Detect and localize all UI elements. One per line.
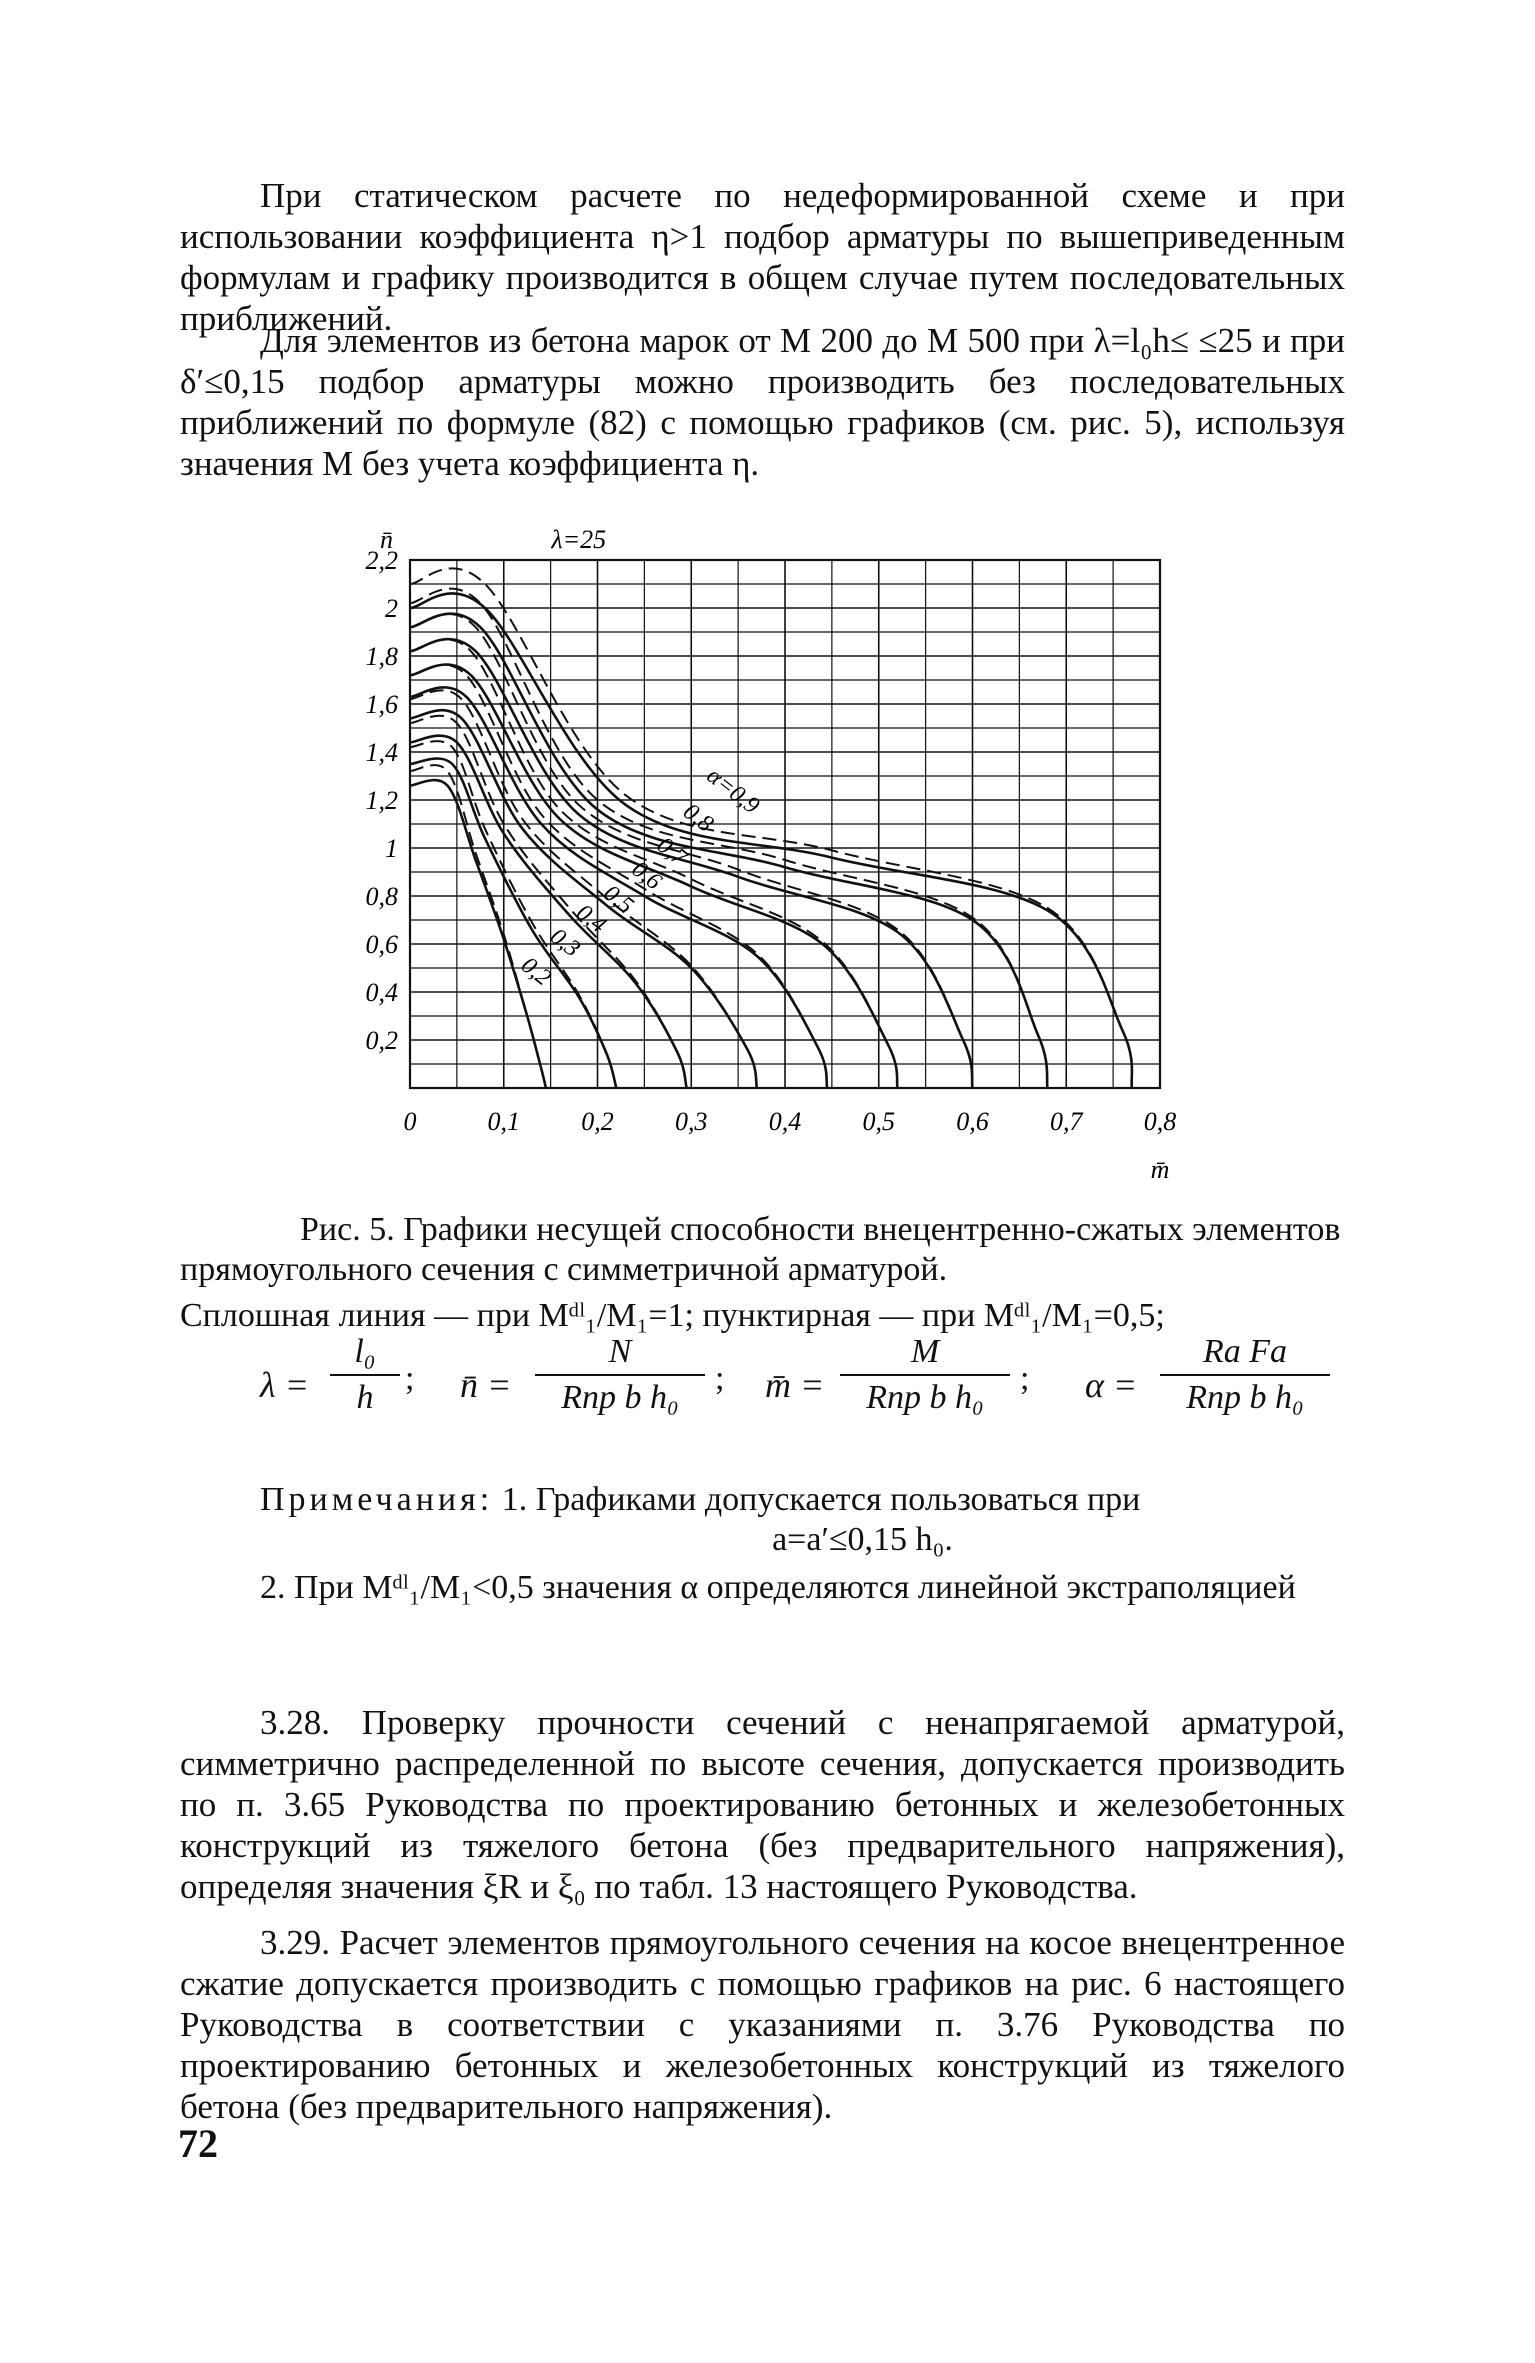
- formula-alpha-den: Rпр b h₀: [1186, 1379, 1304, 1416]
- curve-dashed-2: [410, 716, 687, 1088]
- curve-label: 0,6: [626, 856, 667, 896]
- section-3-28: 3.28. Проверку прочности сечений с ненапрягаемой арматурой, симметрично распределенной по высоте сечения, допускается производить по п. 3.65 Руководства по проектированию бетонных и железобетонных конструкций из тяжелого бетона (без предварительного напряжения), определяя значения ξR и ξ₀ по табл. 13 настоящего Руководства.: [180, 1703, 1345, 1906]
- formula-definitions: [180, 1330, 1345, 1450]
- y-tick-label: 0,6: [365, 930, 398, 959]
- page-number: 72: [178, 2121, 218, 2166]
- formula-lambda-fraction: [330, 1330, 400, 1420]
- formula-alpha-lhs: α =: [1085, 1365, 1138, 1405]
- note-2: 2. При Mᵈˡ₁/M₁<0,5 значения α определяются линейной экстраполяцией: [260, 1569, 1296, 1606]
- y-tick-label: 2,2: [365, 546, 398, 575]
- curve-label: 0,5: [598, 880, 639, 920]
- y-tick-label: 2: [385, 594, 398, 623]
- formula-m-lhs: m̄ =: [765, 1365, 825, 1405]
- curve-label: 0,8: [678, 798, 718, 838]
- chart-svg: [330, 520, 1210, 1184]
- x-tick-label: 0,7: [1050, 1107, 1083, 1136]
- x-tick-label: 0,2: [581, 1107, 614, 1136]
- y-tick-label: 1,4: [365, 738, 398, 767]
- formula-lambda-den: h: [356, 1379, 374, 1416]
- curve-label: 0,2: [515, 952, 556, 992]
- formula-lambda-lhs: λ =: [260, 1365, 309, 1405]
- x-axis-label: m̄: [1150, 1155, 1170, 1184]
- formula-separator: ;: [405, 1360, 415, 1397]
- section-3-29: 3.29. Расчет элементов прямоугольного сечения на косое внецентренное сжатие допускается производить с помощью графиков на рис. 6 настоящего Руководства в соответствии с указаниями п. 3.76 Руководства по проектированию бетонных и железобетонных конструкций из тяжелого бетона (без предварительного напряжения).: [180, 1923, 1345, 2126]
- chart-curves: [410, 568, 1132, 1088]
- formula-lambda-num: l₀: [354, 1333, 376, 1370]
- paragraph-static-calc: При статическом расчете по недеформированной схеме и при использовании коэффициента η>1 подбор арматуры по вышеприведенным формулам и графику производится в общем случае путем последовательных приближений.: [180, 176, 1345, 338]
- formula-separator: ;: [1020, 1360, 1030, 1397]
- x-tick-label: 0,6: [956, 1107, 989, 1136]
- x-tick-label: 0,4: [768, 1107, 802, 1136]
- bearing-capacity-chart: [330, 520, 1210, 1184]
- formula-separator: ;: [715, 1360, 725, 1397]
- caption-legend: Сплошная линия — при Mᵈˡ₁/M₁=1; пунктирная — при Mᵈˡ₁/M₁=0,5;: [180, 1297, 1165, 1334]
- curve-label: 0,7: [651, 832, 692, 872]
- formula-n-lhs: n̄ =: [460, 1365, 512, 1405]
- curve-dashed-8: [410, 568, 1132, 1088]
- y-tick-label: 1: [385, 834, 398, 863]
- notes-heading: Примечания:: [260, 1481, 494, 1518]
- note-1-text: 1. Графиками допускается пользоваться при: [501, 1481, 1141, 1518]
- note-1: [180, 1480, 1345, 1520]
- x-tick-label: 0,3: [675, 1107, 708, 1136]
- chart-labels: [366, 525, 1177, 1184]
- formula-n-fraction: [535, 1330, 705, 1420]
- y-tick-label: 1,2: [365, 786, 398, 815]
- y-tick-label: 1,6: [365, 690, 398, 719]
- lambda-annotation: λ=25: [551, 525, 607, 554]
- y-tick-label: 0,2: [365, 1026, 398, 1055]
- figure-caption: [180, 1210, 1345, 1336]
- curve-solid-0: [410, 780, 546, 1088]
- curve-label: α=0,9: [701, 762, 764, 820]
- x-tick-label: 0,5: [862, 1107, 895, 1136]
- formula-m-fraction: [840, 1330, 1010, 1420]
- caption-title: Рис. 5. Графики несущей способности внецентренно-сжатых элементов прямоугольного сечения с симметричной арматурой.: [180, 1211, 1341, 1288]
- paragraph-concrete-grades: Для элементов из бетона марок от М 200 до М 500 при λ=l₀h≤ ≤25 и при δ′≤0,15 подбор арматуры можно производить без последовательных приближений по формуле (82) с помощью графиков (см. рис. 5), используя значения M без учета коэффициента η.: [180, 321, 1345, 483]
- note-1-condition: a=a′≤0,15 h₀.: [772, 1521, 953, 1558]
- formula-n-num: N: [608, 1333, 632, 1370]
- notes-block: [180, 1480, 1345, 1608]
- curve-solid-2: [410, 736, 687, 1088]
- y-tick-label: 1,8: [365, 642, 398, 671]
- formula-m-den: Rпр b h₀: [866, 1379, 984, 1416]
- x-tick-label: 0,1: [487, 1107, 520, 1136]
- curve-label: 0,3: [545, 923, 585, 963]
- y-axis-label: n̄: [380, 525, 393, 554]
- curve-label: 0,4: [571, 899, 611, 939]
- formula-alpha-num: Rа Fа: [1202, 1333, 1288, 1370]
- x-tick-label: 0,8: [1143, 1107, 1177, 1136]
- formula-m-num: M: [910, 1333, 940, 1370]
- formula-n-den: Rпр b h₀: [561, 1379, 679, 1416]
- y-tick-label: 0,8: [365, 882, 398, 911]
- x-tick-label: 0: [403, 1107, 417, 1136]
- y-tick-label: 0,4: [365, 978, 398, 1007]
- formula-alpha-fraction: [1160, 1330, 1330, 1420]
